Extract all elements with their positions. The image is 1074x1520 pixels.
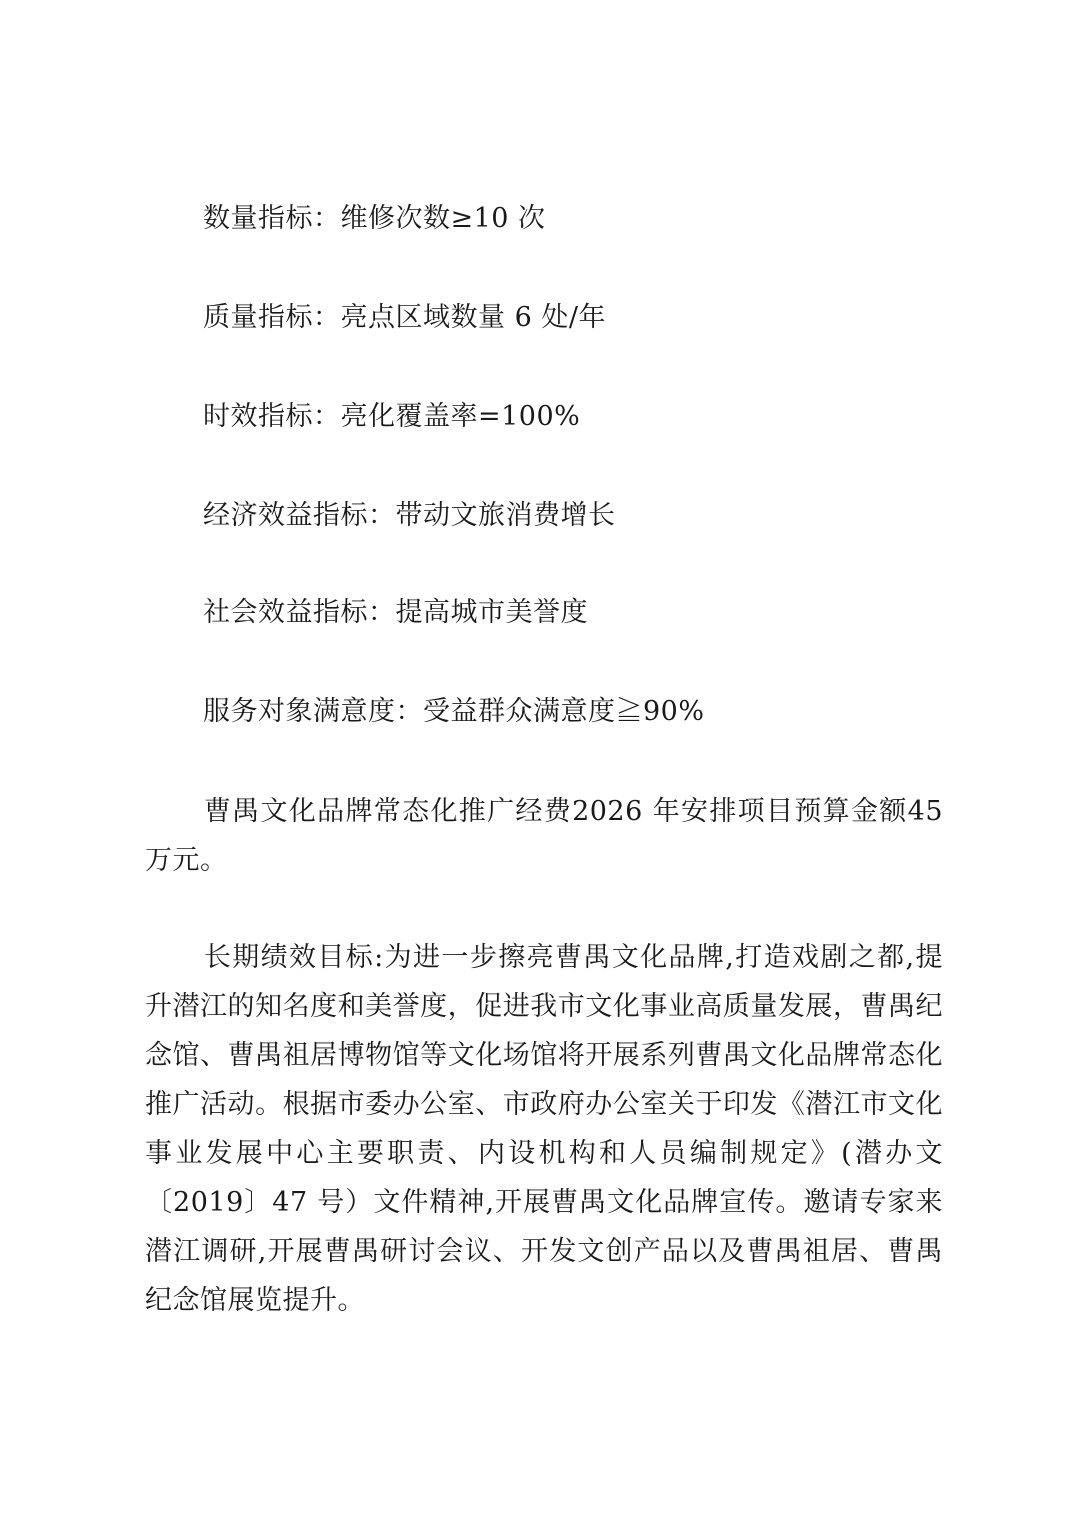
long-term-goal-paragraph [145,933,943,1325]
long-term-goal-text: 长期绩效目标:为进一步擦亮曹禺文化品牌,打造戏剧之都,提升潜江的知名度和美誉度，促进我市文化事业高质量发展，曹禺纪念馆、曹禺祖居博物馆等文化场馆将开展系列曹禺文化品牌常态化推广活动。根据市委办公室、市政府办公室关于印发《潜江市文化事业发展中心主要职责、内设机构和人员编制规定》(潜办文〔2019〕47 号）文件精神,开展曹禺文化品牌宣传。邀请专家来潜江调研,开展曹禺研讨会议、开发文创产品以及曹禺祖居、曹禺纪念馆展览提升。 [145,942,943,1316]
budget-paragraph [145,787,943,885]
indicator-timeliness: 时效指标：亮化覆盖率=100% [203,401,581,432]
indicator-satisfaction: 服务对象满意度：受益群众满意度≧90% [203,696,705,727]
indicator-quality: 质量指标：亮点区域数量 6 处/年 [203,302,606,333]
indicator-social-benefit: 社会效益指标：提高城市美誉度 [203,597,588,628]
budget-paragraph-text: 曹禺文化品牌常态化推广经费2026 年安排项目预算金额45 万元。 [145,796,943,876]
indicator-quantity: 数量指标：维修次数≥10 次 [203,203,546,234]
indicator-economic-benefit: 经济效益指标：带动文旅消费增长 [203,500,616,531]
